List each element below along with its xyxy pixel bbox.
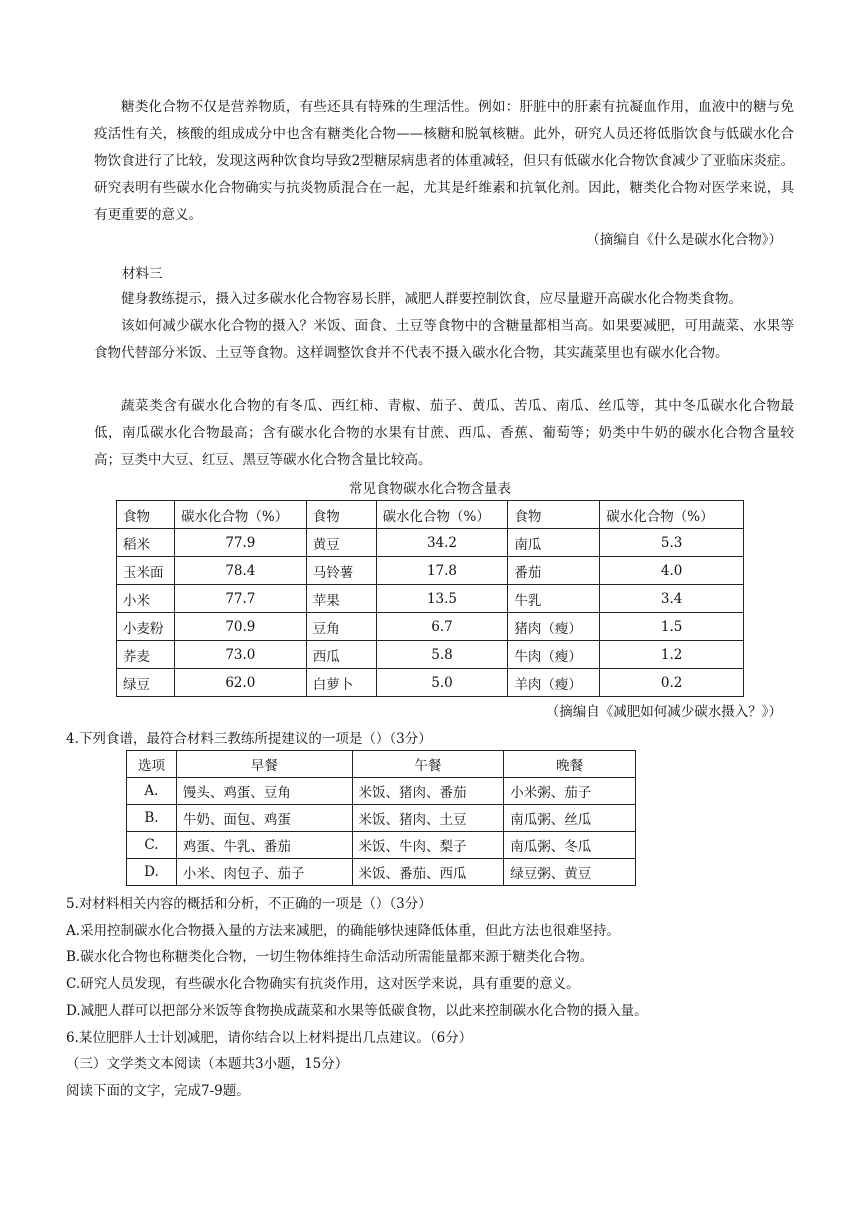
- food-cell: 西瓜: [306, 641, 376, 669]
- paragraph-vegetables: 蔬菜类含有碳水化合物的有冬瓜、西红柿、青椒、茄子、黄瓜、苦瓜、南瓜、丝瓜等，其中冬瓜碳水化合物最低，南瓜碳水化合物最高；含有碳水化合物的水果有甘蔗、西瓜、香蕉、葡萄等；奶类中牛奶的碳水化合物含量较高；豆类中大豆、红豆、黑豆等碳水化合物含量比较高。: [94, 398, 794, 468]
- food-cell: 南瓜: [508, 529, 600, 557]
- breakfast-cell: 鸡蛋、牛乳、番茄: [176, 832, 352, 859]
- value-cell: 3.4: [600, 585, 744, 613]
- food-cell: 羊肉（瘦）: [508, 669, 600, 697]
- source-citation-2: （摘编自《减肥如何减少碳水摄入？》）: [545, 704, 782, 720]
- question-5: 5.对材料相关内容的概括和分析，不正确的一项是（）（3分）: [66, 896, 432, 912]
- header-cell: 碳水化合物（%）: [600, 501, 744, 529]
- question-6: 6.某位肥胖人士计划减肥，请你结合以上材料提出几点建议。（6分）: [66, 1030, 473, 1046]
- dinner-cell: 南瓜粥、丝瓜: [504, 805, 636, 832]
- lunch-cell: 米饭、猪肉、番茄: [352, 778, 504, 805]
- material-3-heading: 材料三: [122, 266, 163, 282]
- food-cell: 绿豆: [117, 669, 175, 697]
- food-cell: 番茄: [508, 557, 600, 585]
- table-row: [127, 805, 636, 832]
- food-cell: 黄豆: [306, 529, 376, 557]
- table-row: [127, 832, 636, 859]
- food-cell: 白萝卜: [306, 669, 376, 697]
- lunch-cell: 米饭、猪肉、土豆: [352, 805, 504, 832]
- dinner-cell: 绿豆粥、黄豆: [504, 859, 636, 886]
- table-row: [117, 529, 744, 557]
- food-cell: 牛肉（瘦）: [508, 641, 600, 669]
- table-row: [117, 585, 744, 613]
- value-cell: 5.3: [600, 529, 744, 557]
- breakfast-cell: 馒头、鸡蛋、豆角: [176, 778, 352, 805]
- value-cell: 70.9: [174, 613, 306, 641]
- food-cell: 猪肉（瘦）: [508, 613, 600, 641]
- value-cell: 73.0: [174, 641, 306, 669]
- table-row: [117, 557, 744, 585]
- food-cell: 玉米面: [117, 557, 175, 585]
- menu-options-table: [126, 750, 636, 886]
- table-row: [127, 778, 636, 805]
- food-cell: 豆角: [306, 613, 376, 641]
- header-cell: 选项: [127, 751, 177, 778]
- value-cell: 5.8: [376, 641, 508, 669]
- value-cell: 17.8: [376, 557, 508, 585]
- food-cell: 小麦粉: [117, 613, 175, 641]
- table-row: [117, 613, 744, 641]
- food-cell: 苹果: [306, 585, 376, 613]
- question-5-option-b: B.碳水化合物也称糖类化合物，一切生物体维持生命活动所需能量都来源于糖类化合物。: [66, 949, 594, 965]
- header-cell: 午餐: [352, 751, 504, 778]
- food-cell: 小米: [117, 585, 175, 613]
- section-heading-literary-reading: （三）文学类文本阅读（本题共3小题，15分）: [66, 1056, 349, 1072]
- food-cell: 牛乳: [508, 585, 600, 613]
- source-citation-1: （摘编自《什么是碳水化合物》）: [586, 232, 782, 248]
- option-cell: A.: [127, 778, 177, 805]
- value-cell: 77.7: [174, 585, 306, 613]
- food-cell: 稻米: [117, 529, 175, 557]
- food-cell: 荞麦: [117, 641, 175, 669]
- value-cell: 4.0: [600, 557, 744, 585]
- header-cell: 食物: [306, 501, 376, 529]
- value-cell: 77.9: [174, 529, 306, 557]
- header-cell: 碳水化合物（%）: [174, 501, 306, 529]
- option-cell: B.: [127, 805, 177, 832]
- question-4: 4.下列食谱，最符合材料三教练所提建议的一项是（）（3分）: [66, 731, 432, 747]
- option-cell: C.: [127, 832, 177, 859]
- table-header-row: [127, 751, 636, 778]
- question-5-option-a: A.采用控制碳水化合物摄入量的方法来减肥，的确能够快速降低体重，但此方法也很难坚持。: [66, 923, 621, 939]
- option-cell: D.: [127, 859, 177, 886]
- table-row: [117, 669, 744, 697]
- paragraph-reduce-carbs: 该如何减少碳水化合物的摄入？米饭、面食、土豆等食物中的含糖量都相当高。如果要减肥，可用蔬菜、水果等食物代替部分米饭、土豆等食物。这样调整饮食并不代表不摄入碳水化合物，其实蔬菜里也有碳水化合物。: [94, 318, 794, 361]
- table-title: 常见食物碳水化合物含量表: [349, 481, 511, 497]
- paragraph-coach-advice: 健身教练提示，摄入过多碳水化合物容易长胖，减肥人群要控制饮食，应尽量避开高碳水化合物类食物。: [121, 291, 742, 307]
- header-cell: 碳水化合物（%）: [376, 501, 508, 529]
- paragraph-sugar-compounds: 糖类化合物不仅是营养物质，有些还具有特殊的生理活性。例如：肝脏中的肝素有抗凝血作用，血液中的糖与免疫活性有关，核酸的组成成分中也含有糖类化合物——核糖和脱氧核糖。此外，研究人员还将低脂饮食与低碳水化合物饮食进行了比较，发现这两种饮食均导致2型糖尿病患者的体重减轻，但只有低碳水化合物饮食减少了亚临床炎症。研究表明有些碳水化合物确实与抗炎物质混合在一起，尤其是纤维素和抗氧化剂。因此，糖类化合物对医学来说，具有更重要的意义。: [94, 99, 794, 223]
- value-cell: 1.2: [600, 641, 744, 669]
- value-cell: 5.0: [376, 669, 508, 697]
- header-cell: 食物: [508, 501, 600, 529]
- carb-content-table: [116, 500, 744, 697]
- value-cell: 13.5: [376, 585, 508, 613]
- value-cell: 1.5: [600, 613, 744, 641]
- value-cell: 34.2: [376, 529, 508, 557]
- question-5-option-c: C.研究人员发现，有些碳水化合物确实有抗炎作用，这对医学来说，具有重要的意义。: [66, 976, 580, 992]
- question-5-option-d: D.减肥人群可以把部分米饭等食物换成蔬菜和水果等低碳食物，以此来控制碳水化合物的摄入量。: [66, 1003, 648, 1019]
- table-header-row: [117, 501, 744, 529]
- food-cell: 马铃薯: [306, 557, 376, 585]
- reading-instruction: 阅读下面的文字，完成7-9题。: [66, 1083, 250, 1099]
- table-row: [117, 641, 744, 669]
- table-row: [127, 859, 636, 886]
- lunch-cell: 米饭、牛肉、梨子: [352, 832, 504, 859]
- header-cell: 食物: [117, 501, 175, 529]
- breakfast-cell: 小米、肉包子、茄子: [176, 859, 352, 886]
- value-cell: 6.7: [376, 613, 508, 641]
- value-cell: 0.2: [600, 669, 744, 697]
- value-cell: 78.4: [174, 557, 306, 585]
- lunch-cell: 米饭、番茄、西瓜: [352, 859, 504, 886]
- dinner-cell: 小米粥、茄子: [504, 778, 636, 805]
- header-cell: 晚餐: [504, 751, 636, 778]
- breakfast-cell: 牛奶、面包、鸡蛋: [176, 805, 352, 832]
- dinner-cell: 南瓜粥、冬瓜: [504, 832, 636, 859]
- header-cell: 早餐: [176, 751, 352, 778]
- value-cell: 62.0: [174, 669, 306, 697]
